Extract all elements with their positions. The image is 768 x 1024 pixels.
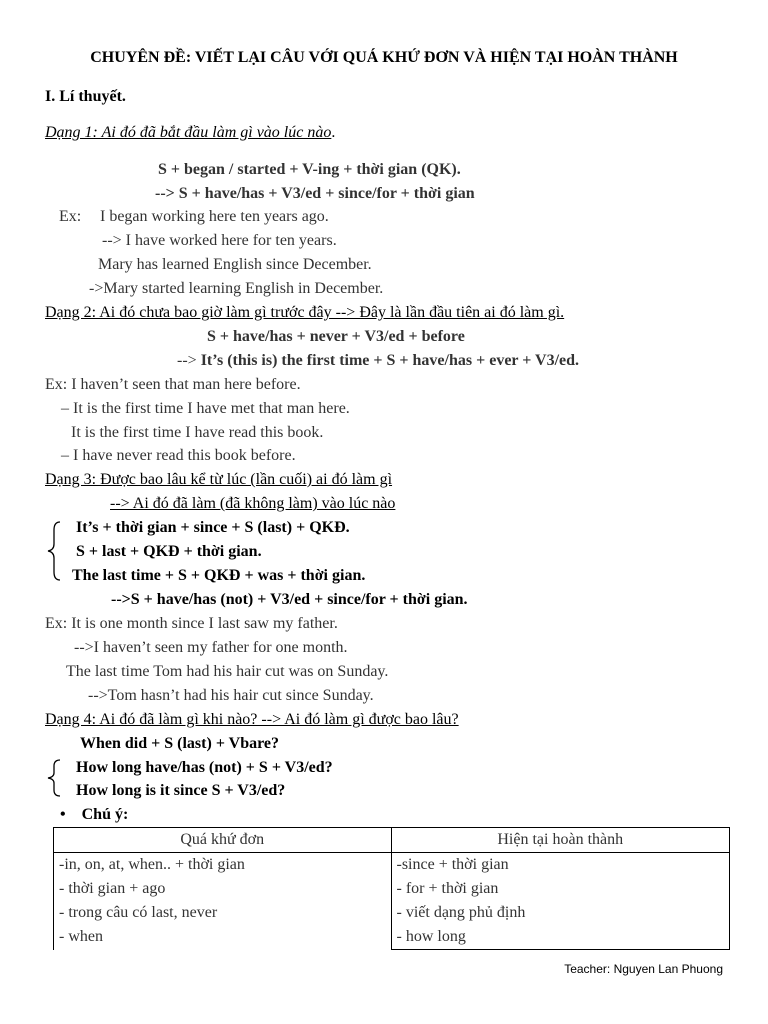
dang2-formula-1: S + have/has + never + V3/ed + before: [207, 328, 465, 345]
dang2-example-2: – It is the first time I have met that man here.: [61, 400, 350, 417]
dang2-example-3: It is the first time I have read this book.: [71, 424, 324, 441]
dang2-example-4: – I have never read this book before.: [61, 447, 296, 464]
dang1-formula-1: S + began / started + V-ing + thời gian (QK).: [158, 161, 461, 178]
dang1-example-4: ->Mary started learning English in December.: [89, 280, 384, 297]
table-row: [54, 853, 730, 950]
dang4-formula-3: How long is it since S + V3/ed?: [76, 782, 286, 799]
dang3-formula-3: The last time + S + QKĐ + was + thời gian.: [72, 567, 366, 584]
dang1-heading: [45, 123, 335, 143]
table-header-present-perfect: Hiện tại hoàn thành: [391, 828, 730, 853]
dang1-heading-text: Dạng 1: Ai đó đã bắt đầu làm gì vào lúc nào: [45, 124, 332, 141]
dang3-example-3: The last time Tom had his hair cut was on Sunday.: [66, 663, 389, 680]
brace-icon: [46, 520, 66, 582]
table-cell-line: - viết dạng phủ định: [396, 904, 526, 921]
section-heading-theory: I. Lí thuyết.: [45, 88, 126, 105]
dang3-formula-2: S + last + QKĐ + thời gian.: [76, 543, 262, 560]
dang1-example-2: --> I have worked here for ten years.: [102, 232, 337, 249]
table-cell-line: -in, on, at, when.. + thời gian: [59, 856, 245, 873]
brace-icon: [46, 758, 66, 798]
note-label: [60, 805, 128, 825]
footer-teacher: Teacher: Nguyen Lan Phuong: [564, 962, 723, 976]
dang3-heading-2: --> Ai đó đã làm (đã không làm) vào lúc nào: [110, 495, 396, 512]
dang2-formula-2-text: It’s (this is) the first time + S + have/has + ever + V3/ed.: [200, 352, 580, 369]
page-title: CHUYÊN ĐỀ: VIẾT LẠI CÂU VỚI QUÁ KHỨ ĐƠN VÀ HIỆN TẠI HOÀN THÀNH: [90, 49, 678, 66]
table-cell-line: - for + thời gian: [396, 880, 499, 897]
dang3-formula-4: -->S + have/has (not) + V3/ed + since/for + thời gian.: [111, 591, 468, 608]
table-cell: [54, 853, 392, 950]
dang2-heading: Dạng 2: Ai đó chưa bao giờ làm gì trước đây --> Đây là lần đầu tiên ai đó làm gì.: [45, 304, 565, 321]
table-cell-line: - when: [59, 928, 103, 945]
dang1-heading-end: .: [331, 124, 336, 141]
dang1-example-1: I began working here ten years ago.: [100, 208, 329, 225]
comparison-table: [53, 827, 730, 950]
dang3-example-1: Ex: It is one month since I last saw my father.: [45, 615, 338, 632]
dang2-formula-2: [177, 351, 579, 371]
table-cell-line: - thời gian + ago: [59, 880, 166, 897]
dang3-example-2: -->I haven’t seen my father for one month.: [74, 639, 348, 656]
table-cell-line: - how long: [396, 928, 466, 945]
dang3-example-4: -->Tom hasn’t had his hair cut since Sunday.: [88, 687, 374, 704]
dang3-heading-1: Dạng 3: Được bao lâu kể từ lúc (lần cuối) ai đó làm gì: [45, 471, 393, 488]
dang4-formula-2: How long have/has (not) + S + V3/ed?: [76, 759, 333, 776]
dang1-ex-label: Ex:: [59, 208, 82, 225]
dang4-formula-1: When did + S (last) + Vbare?: [80, 735, 280, 752]
table-header-past-simple: Quá khứ đơn: [54, 828, 392, 853]
table-cell: [391, 853, 730, 950]
dang2-example-1: Ex: I haven’t seen that man here before.: [45, 376, 301, 393]
table-cell-line: - trong câu có last, never: [59, 904, 218, 921]
dang1-formula-2: --> S + have/has + V3/ed + since/for + thời gian: [155, 185, 475, 202]
dang2-formula-2-prefix: -->: [177, 352, 197, 369]
dang3-formula-1: It’s + thời gian + since + S (last) + QKĐ.: [76, 519, 350, 536]
dang1-example-3: Mary has learned English since December.: [98, 256, 372, 273]
dang4-heading: Dạng 4: Ai đó đã làm gì khi nào? --> Ai đó làm gì được bao lâu?: [45, 711, 459, 728]
bullet-icon: •: [60, 806, 66, 823]
table-header-row: [54, 828, 730, 853]
note-label-text: Chú ý:: [81, 806, 129, 823]
table-cell-line: -since + thời gian: [396, 856, 509, 873]
